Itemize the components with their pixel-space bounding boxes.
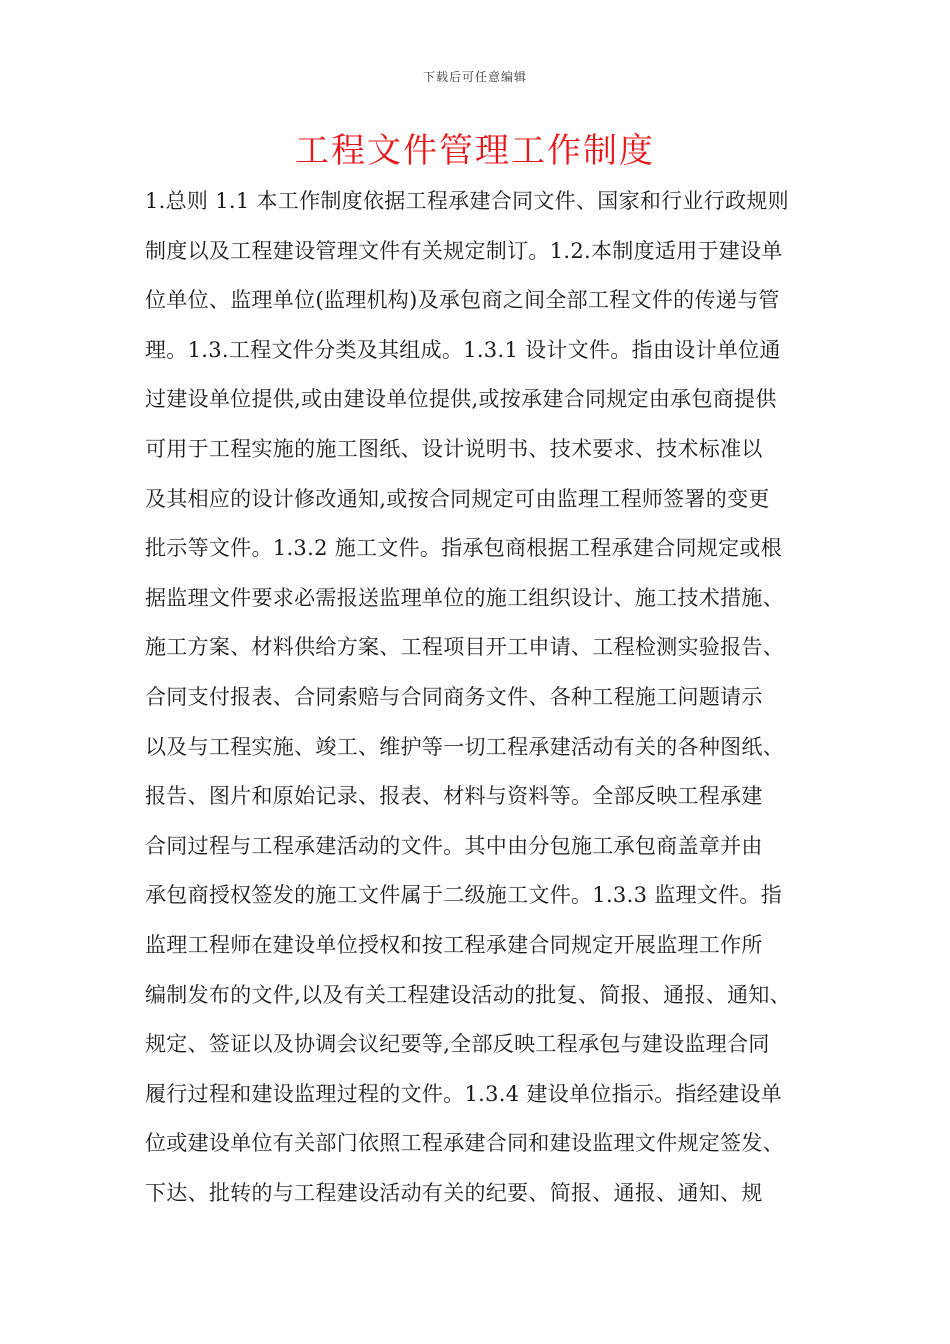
body-line: 下达、批转的与工程建设活动有关的纪要、简报、通报、通知、规 — [145, 1180, 763, 1205]
body-line: 理。1.3.工程文件分类及其组成。1.3.1 设计文件。指由设计单位通 — [145, 337, 781, 362]
body-line: 合同过程与工程承建活动的文件。其中由分包施工承包商盖章并由 — [145, 833, 763, 858]
body-line: 可用于工程实施的施工图纸、设计说明书、技术要求、技术标准以 — [145, 436, 763, 461]
body-line: 报告、图片和原始记录、报表、材料与资料等。全部反映工程承建 — [145, 784, 763, 809]
body-line: 据监理文件要求必需报送监理单位的施工组织设计、施工技术措施、 — [145, 585, 784, 610]
body-line: 过建设单位提供,或由建设单位提供,或按承建合同规定由承包商提供 — [145, 387, 777, 412]
body-line: 位单位、监理单位(监理机构)及承包商之间全部工程文件的传递与管 — [145, 288, 780, 313]
body-line: 位或建设单位有关部门依照工程承建合同和建设监理文件规定签发、 — [145, 1131, 784, 1156]
body-line: 编制发布的文件,以及有关工程建设活动的批复、简报、通报、通知、 — [145, 982, 791, 1007]
body-line: 以及与工程实施、竣工、维护等一切工程承建活动有关的各种图纸、 — [145, 734, 784, 759]
body-line: 规定、签证以及协调会议纪要等,全部反映工程承包与建设监理合同 — [145, 1032, 770, 1057]
body-line: 承包商授权签发的施工文件属于二级施工文件。1.3.3 监理文件。指 — [145, 883, 783, 908]
body-line: 1.总则 1.1 本工作制度依据工程承建合同文件、国家和行业行政规则 — [145, 189, 789, 213]
document-title: 工程文件管理工作制度 — [295, 131, 655, 171]
body-line: 合同支付报表、合同索赔与合同商务文件、各种工程施工问题请示 — [145, 684, 763, 709]
document-body — [145, 177, 825, 1218]
body-line: 履行过程和建设监理过程的文件。1.3.4 建设单位指示。指经建设单 — [145, 1081, 783, 1106]
header-note: 下载后可任意编辑 — [422, 70, 527, 84]
body-line: 制度以及工程建设管理文件有关规定制订。1.2.本制度适用于建设单 — [145, 238, 783, 263]
body-line: 监理工程师在建设单位授权和按工程承建合同规定开展监理工作所 — [145, 932, 763, 957]
body-line: 及其相应的设计修改通知,或按合同规定可由监理工程师签署的变更 — [145, 486, 770, 511]
body-line: 批示等文件。1.3.2 施工文件。指承包商根据工程承建合同规定或根 — [145, 536, 783, 561]
body-line: 施工方案、材料供给方案、工程项目开工申请、工程检测实验报告、 — [145, 635, 784, 660]
